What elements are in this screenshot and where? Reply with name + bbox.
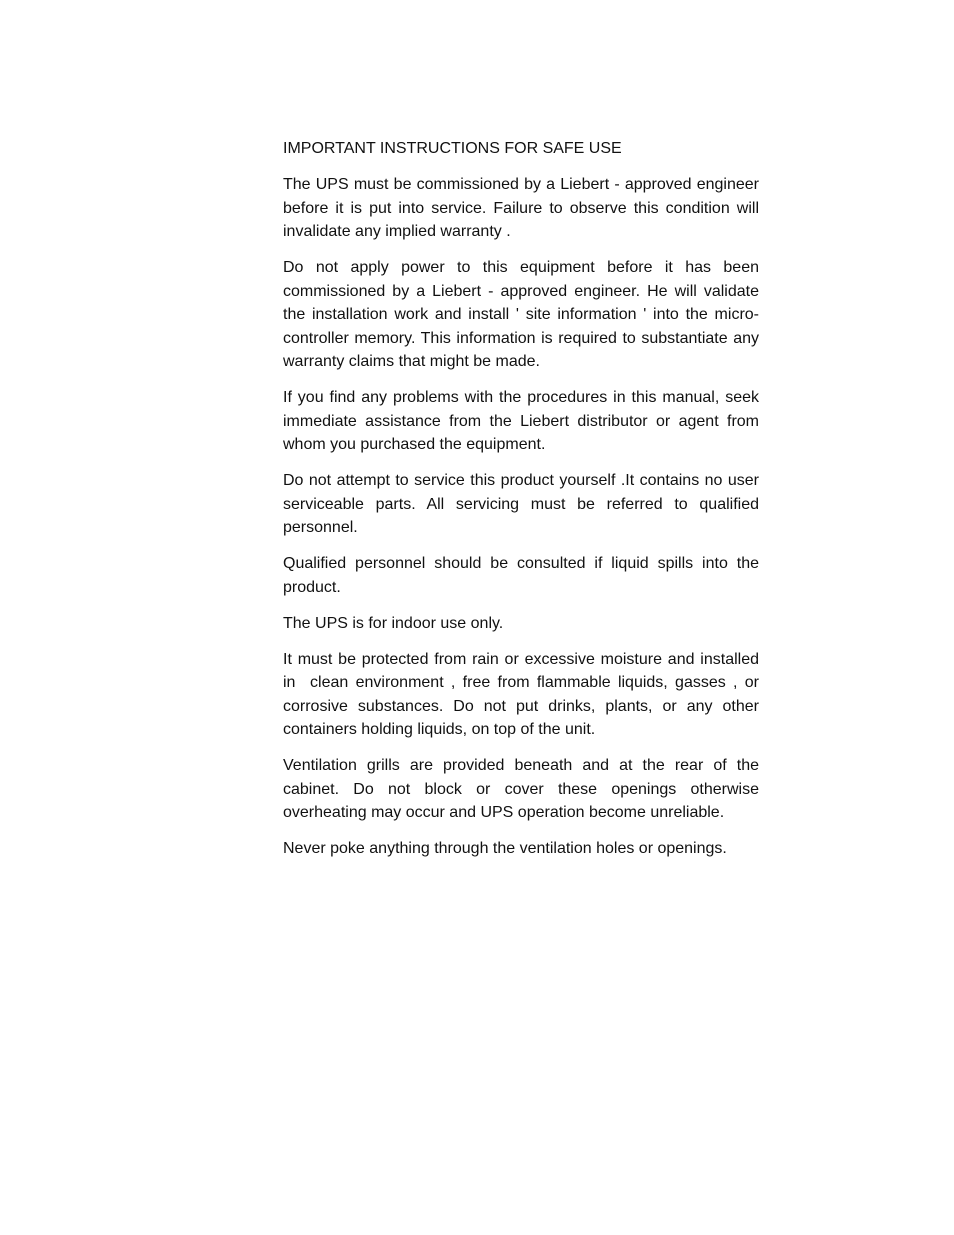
paragraph-indoor-use: The UPS is for indoor use only. [283,614,504,632]
text-column [283,137,764,873]
paragraph-problems: If you find any problems with the procedures in this manual, seek immediate assistance from the Liebert distributor or agent from whom you purchased the equipment. [283,389,759,453]
paragraph-servicing: Do not attempt to service this product yourself .It contains no user serviceable parts. All servicing must be referred to qualified personnel. [283,472,759,536]
paragraph-environment: It must be protected from rain or excessive moisture and installed in clean environment , free from flammable liquids, gasses , or corrosive substances. Do not put drinks, plants, or any other containers holding liquids, on top of the unit. [283,650,764,738]
paragraph-ventilation: Ventilation grills are provided beneath and at the rear of the cabinet. Do not block or cover these openings otherwise overheating may occur and UPS operation become unreliable. [283,757,759,821]
page-heading: IMPORTANT INSTRUCTIONS FOR SAFE USE [283,140,622,157]
paragraph-commissioning: The UPS must be commissioned by a Liebert - approved engineer before it is put into service. Failure to observe this condition will invalidate any implied warranty . [283,176,759,240]
paragraph-liquid-spills: Qualified personnel should be consulted if liquid spills into the product. [283,555,759,596]
paragraph-power-warning: Do not apply power to this equipment before it has been commissioned by a Liebert - approved engineer. He will validate the installation work and install ' site information ' into the micro-controller memory. This information is required to substantiate any warranty claims that might be made. [283,259,759,370]
paragraph-openings: Never poke anything through the ventilation holes or openings. [283,840,727,857]
